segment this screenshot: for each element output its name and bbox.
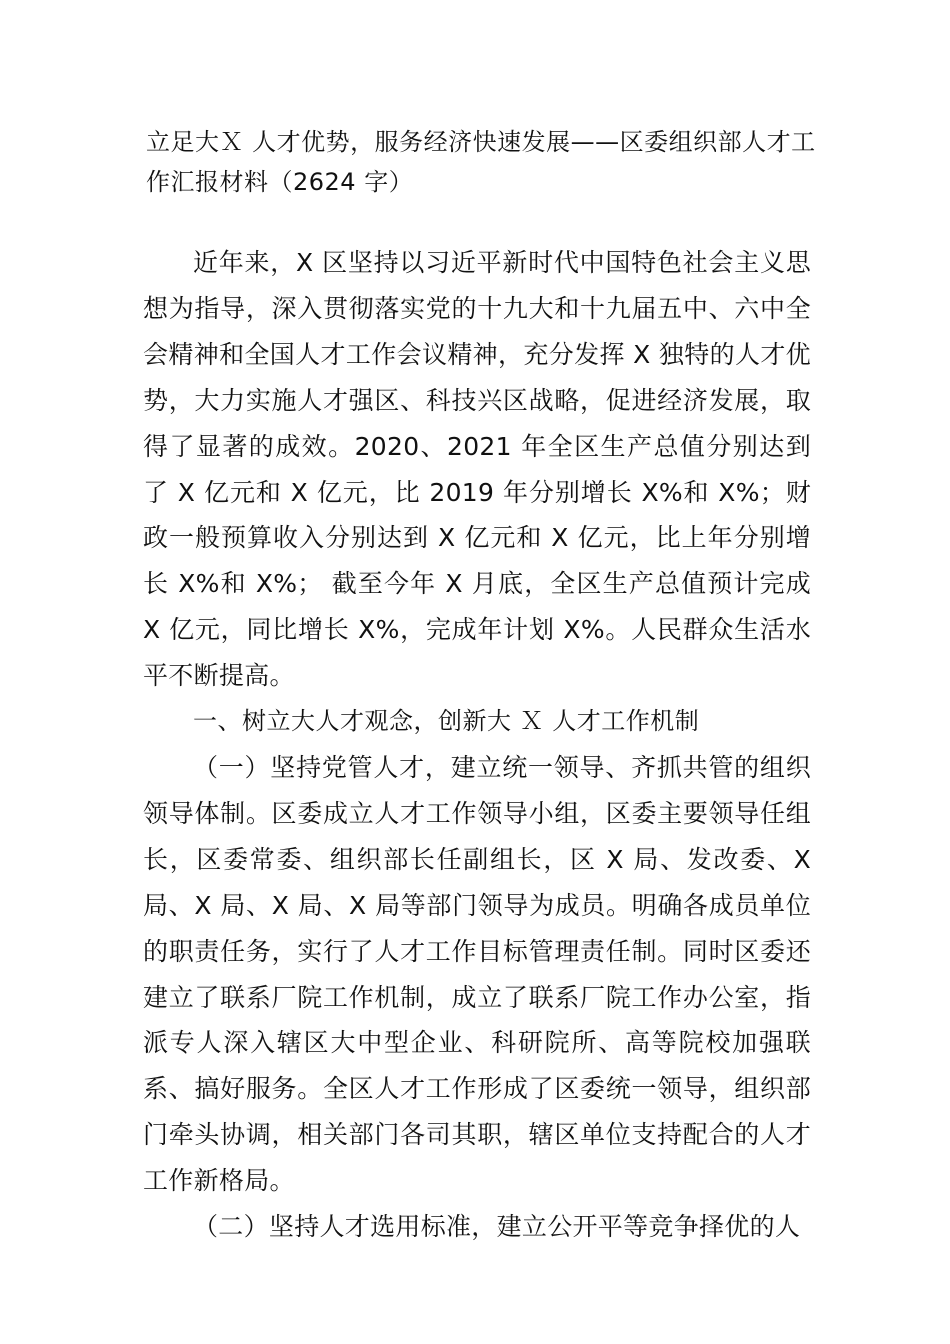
intro-paragraph: 近年来，X 区坚持以习近平新时代中国特色社会主义思想为指导，深入贯彻落实党的十九大和十九届五中、六中全会精神和全国人才工作会议精神，充分发挥 X 独特的人才优势，大力实施人才强区、科技兴区战略，促进经济发展，取得了显著的成效。2020、2021 年全区生产总值分别达到了 X 亿元和 X 亿元，比 2019 年分别增长 X%和 X%；财政一般预算收入分别达到 X 亿元和 X 亿元，比上年分别增长 X%和 X%； 截至今年 X 月底，全区生产总值预计完成 X 亿元，同比增长 X%，完成年计划 X%。人民群众生活水平不断提高。 xyxy=(143,248,811,691)
section-heading: 一、树立大人才观念，创新大 Ｘ 人才工作机制 xyxy=(193,707,700,736)
document-body xyxy=(143,240,811,1250)
document-title: 立足大Ｘ 人才优势，服务经济快速发展——区委组织部人才工作汇报材料（2624 字） xyxy=(146,128,816,196)
body-paragraph-2: （二）坚持人才选用标准，建立公开平等竞争择优的人 xyxy=(193,1212,801,1242)
body-paragraph-1: （一）坚持党管人才，建立统一领导、齐抓共管的组织领导体制。区委成立人才工作领导小组，区委主要领导任组长，区委常委、组织部长任副组长，区 X 局、发改委、X 局、X 局、X 局、X 局等部门领导为成员。明确各成员单位的职责任务，实行了人才工作目标管理责任制。同时区委还建立了联系厂院工作机制，成立了联系厂院工作办公室，指派专人深入辖区大中型企业、科研院所、高等院校加强联系、搞好服务。全区人才工作形成了区委统一领导，组织部门牵头协调，相关部门各司其职，辖区单位支持配合的人才工作新格局。 xyxy=(143,752,811,1196)
